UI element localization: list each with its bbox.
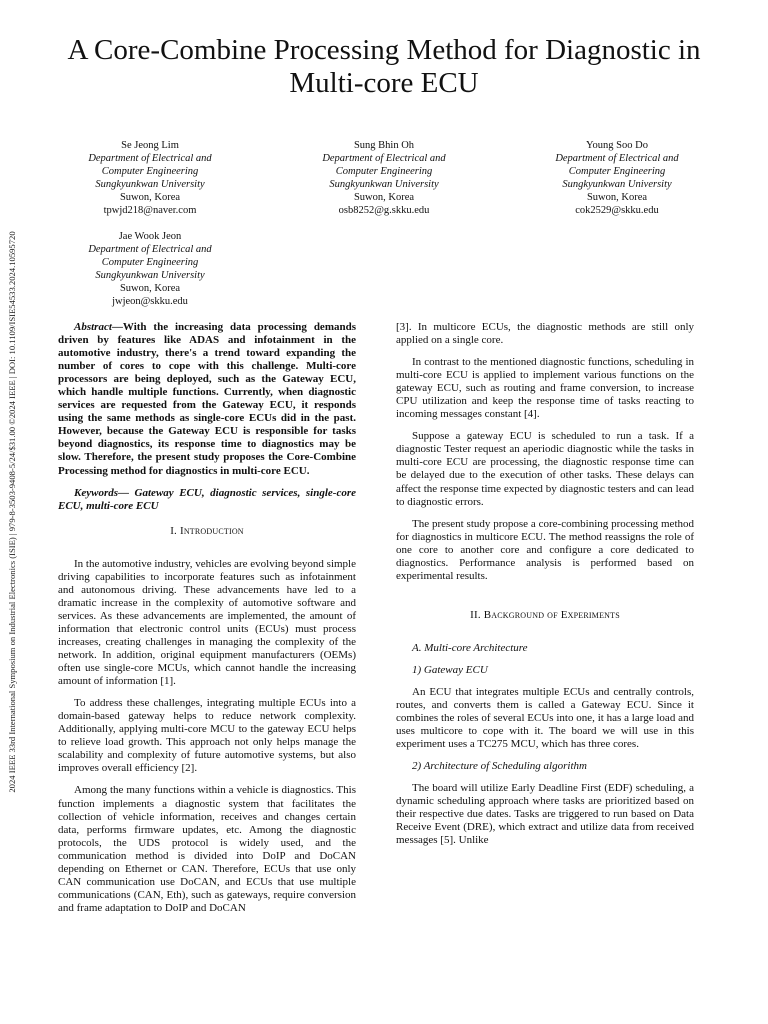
author-location: Suwon, Korea xyxy=(353,192,415,203)
author-email: cok2529@skku.edu xyxy=(575,205,659,216)
paragraph: In contrast to the mentioned diagnostic functions, scheduling in multi-core ECU is applied to implement various functions on the gateway ECU, such as routing and frame conversion, to increase CPU utilization and keep the response time of tasks reacting to incoming messages constant [4]. xyxy=(396,356,694,421)
author-email: jwjeon@skku.edu xyxy=(112,296,188,307)
keywords: Keywords— Gateway ECU, diagnostic services, single-core ECU, multi-core ECU xyxy=(58,486,356,512)
paragraph: The board will utilize Early Deadline First (EDF) scheduling, a dynamic scheduling approach where tasks are prioritized based on their respective due dates. Tasks are triggered to run based on Data Receive Event (DRE), which extract and utilize data from received messages [5]. Unlike xyxy=(396,782,694,847)
section-heading: II. Background of Experiments xyxy=(470,608,620,621)
author-name: Young Soo Do xyxy=(586,140,648,151)
author-univ: Sungkyunkwan University xyxy=(329,179,439,190)
subsubsection-heading: 2) Architecture of Scheduling algorithm xyxy=(412,760,587,773)
doi-text: 2024 IEEE 33rd International Symposium on Industrial Electronics (ISIE) | 979-8-3503-9408-5/24/$31.00 ©2024 IEEE | DOI: 10.1109/ISIE54533.2024.10595720 xyxy=(7,231,17,793)
paragraph: Suppose a gateway ECU is scheduled to run a task. If a diagnostic Tester request an aperiodic diagnostic while the tasks in multi-core ECU are processing, the diagnostic response time can be delayed due to the execution of other tasks. These delays can affect the response time expected by diagnostic testers and can lead to diagnostic errors. xyxy=(396,430,694,508)
doi-sidebar xyxy=(1,192,23,832)
subsection-heading: A. Multi-core Architecture xyxy=(412,641,528,654)
author-block xyxy=(522,139,712,217)
author-dept: Computer Engineering xyxy=(101,166,199,177)
author-block xyxy=(289,139,479,217)
author-dept: Computer Engineering xyxy=(101,257,199,268)
left-column xyxy=(58,321,356,924)
paper-title: A Core-Combine Processing Method for Diagnostic in Multi-core ECU xyxy=(67,34,701,99)
paragraph: In the automotive industry, vehicles are evolving beyond simple driving capabilities to incorporate features such as infotainment and autonomous driving. These advancements have led to a dramatic increase in the complexity of automotive software and services. As these advancements are implemented, the amount of information that electronic control units (ECUs) must process increases, creating challenges in managing the complexity of the network. In addition, original equipment manufacturers (OEMs) often use single-core MCUs, which cannot handle the increasing amount of information [1]. xyxy=(58,557,356,688)
abstract-lead: Abstract xyxy=(74,321,112,333)
author-name: Se Jeong Lim xyxy=(121,140,179,151)
author-dept: Department of Electrical and xyxy=(555,153,679,164)
author-univ: Sungkyunkwan University xyxy=(562,179,672,190)
subsubsection-heading: 1) Gateway ECU xyxy=(412,663,488,676)
author-dept: Department of Electrical and xyxy=(88,244,212,255)
author-dept: Department of Electrical and xyxy=(322,153,446,164)
author-location: Suwon, Korea xyxy=(586,192,648,203)
right-column xyxy=(396,321,694,857)
paragraph: Among the many functions within a vehicle is diagnostics. This function implements a diagnostic system that facilitates the collection of vehicle information, receives and changes certain data, performs firmware updates, etc. Among the diagnostic protocols, the UDS protocol is widely used, and the communication method is divided into DoIP and DoCAN depending on Ethernet or CAN. Therefore, ECUs that use only CAN communication use DoCAN, and ECUs that use multiple communications (CAN, Eth), such as gateways, require conversion and frame adaptation to DoIP and DoCAN xyxy=(58,784,356,914)
author-dept: Computer Engineering xyxy=(335,166,433,177)
abstract xyxy=(58,321,356,478)
author-block xyxy=(55,139,245,217)
author-dept: Computer Engineering xyxy=(568,166,666,177)
author-location: Suwon, Korea xyxy=(119,283,181,294)
paragraph: The present study propose a core-combining processing method for diagnostics in multicore ECU. The method reassigns the role of one core to another core and configure a core dedicated to diagnostics. Performance analysis is performed based on experimental results. xyxy=(396,517,694,582)
paragraph: An ECU that integrates multiple ECUs and centrally controls, routes, and converts them is called a Gateway ECU. Since it combines the roles of several ECUs into one, it has a large load and uses multicore to cope with it. The board we will use in this experiment uses a TC275 MCU, which has three cores. xyxy=(396,685,694,751)
author-name: Jae Wook Jeon xyxy=(118,231,182,242)
author-dept: Department of Electrical and xyxy=(88,153,212,164)
author-email: tpwjd218@naver.com xyxy=(103,205,197,216)
paragraph: [3]. In multicore ECUs, the diagnostic methods are still only applied on a single core. xyxy=(396,321,694,347)
author-email: osb8252@g.skku.edu xyxy=(338,205,430,216)
abstract-text: —With the increasing data processing demands driven by features like ADAS and infotainment in the automotive industry, there's a trend toward expanding the number of cores to cope with this challenge. Multi-core processors are being deployed, such as the Gateway ECU, which handle multiple functions. Currently, when diagnostic services are requested from the Gateway ECU, it responds using the same methods as single-core ECUs did in the past. However, because the Gateway ECU is responsible for tasks beyond diagnostics, its response time to diagnostics may be slow. Therefore, the present study proposes the Core-Combine Processing method for diagnostics in multi-core ECU. xyxy=(58,321,356,477)
author-location: Suwon, Korea xyxy=(119,192,181,203)
section-heading: I. Introduction xyxy=(170,524,244,537)
author-block xyxy=(55,230,245,308)
paragraph: To address these challenges, integrating multiple ECUs into a domain-based gateway helps to reduce network complexity. Additionally, applying multi-core MCU to the gateway ECU helps to relieve load growth. This approach not only helps manage the scalability and complexity of future automotive systems, but also improves overall efficiency [2]. xyxy=(58,697,356,775)
author-univ: Sungkyunkwan University xyxy=(95,179,205,190)
author-univ: Sungkyunkwan University xyxy=(95,270,205,281)
author-name: Sung Bhin Oh xyxy=(353,140,415,151)
